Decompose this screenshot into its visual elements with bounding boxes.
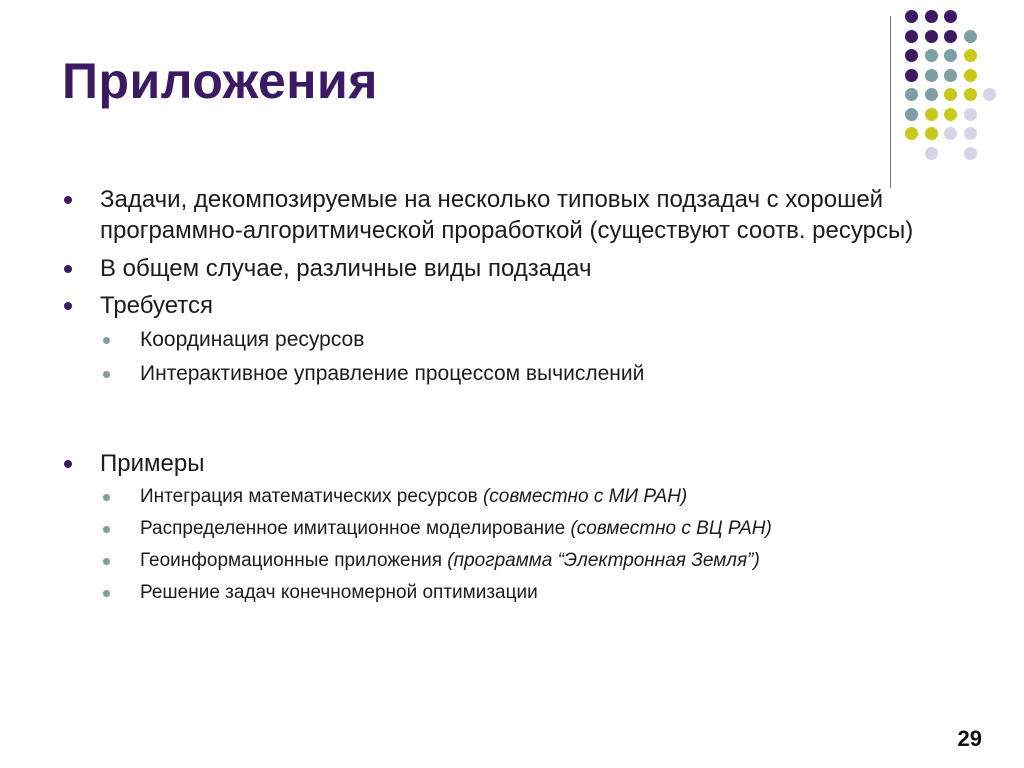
decorative-dot xyxy=(944,108,957,121)
decorative-dot xyxy=(944,10,957,23)
decorative-dot xyxy=(944,69,957,82)
bullet-item: В общем случае, различные виды подзадач xyxy=(60,253,940,284)
example-note: (программа “Электронная Земля”) xyxy=(447,550,760,571)
bullet-item: Примеры xyxy=(60,448,940,479)
decorative-dot xyxy=(905,49,918,62)
vertical-divider xyxy=(890,16,891,188)
decorative-dot xyxy=(964,30,977,43)
decorative-dot xyxy=(925,108,938,121)
page-number: 29 xyxy=(957,726,982,751)
example-text: Распределенное имитационное моделирование xyxy=(140,518,566,539)
decorative-dot xyxy=(964,49,977,62)
decorative-dot xyxy=(964,147,977,160)
example-note: (совместно с ВЦ РАН) xyxy=(570,518,772,539)
decorative-dot xyxy=(925,147,938,160)
decorative-dot xyxy=(925,10,938,23)
decorative-dot xyxy=(964,108,977,121)
decorative-dot xyxy=(905,88,918,101)
sub-bullet-item xyxy=(60,545,940,577)
decorative-dot xyxy=(944,88,957,101)
sub-bullet-item xyxy=(60,577,940,609)
sub-bullet-item xyxy=(60,481,940,513)
bullet-item: Требуется xyxy=(60,290,940,321)
bullet-list xyxy=(60,184,940,609)
sub-bullet-item xyxy=(60,513,940,545)
decorative-dot xyxy=(925,69,938,82)
sub-bullet-item: Координация ресурсов xyxy=(60,324,940,356)
decorative-dot xyxy=(905,10,918,23)
example-text: Интеграция математических ресурсов xyxy=(140,486,478,507)
decorative-dot xyxy=(944,127,957,140)
example-text: Геоинформационные приложения xyxy=(140,550,442,571)
example-note: (совместно с МИ РАН) xyxy=(482,486,688,507)
decorative-dot xyxy=(925,88,938,101)
decorative-dot xyxy=(944,30,957,43)
decorative-dot xyxy=(964,69,977,82)
decorative-dot xyxy=(983,88,996,101)
slide-title: Приложения xyxy=(62,53,378,109)
decorative-dot xyxy=(905,108,918,121)
example-text: Решение задач конечномерной оптимизации xyxy=(140,582,538,603)
decorative-dot xyxy=(925,30,938,43)
decorative-dot xyxy=(905,30,918,43)
slide-content xyxy=(60,184,940,609)
decorative-dot xyxy=(925,127,938,140)
sub-bullet-item: Интерактивное управление процессом вычислений xyxy=(60,358,940,390)
bullet-item: Задачи, декомпозируемые на несколько типовых подзадач с хорошей программно-алгоритмической проработкой (существуют соотв. ресурсы) xyxy=(60,184,940,246)
decorative-dot-grid xyxy=(905,10,1005,170)
decorative-dot xyxy=(905,69,918,82)
decorative-dot xyxy=(944,49,957,62)
decorative-dot xyxy=(964,127,977,140)
decorative-dot xyxy=(964,88,977,101)
decorative-dot xyxy=(905,127,918,140)
decorative-dot xyxy=(925,49,938,62)
